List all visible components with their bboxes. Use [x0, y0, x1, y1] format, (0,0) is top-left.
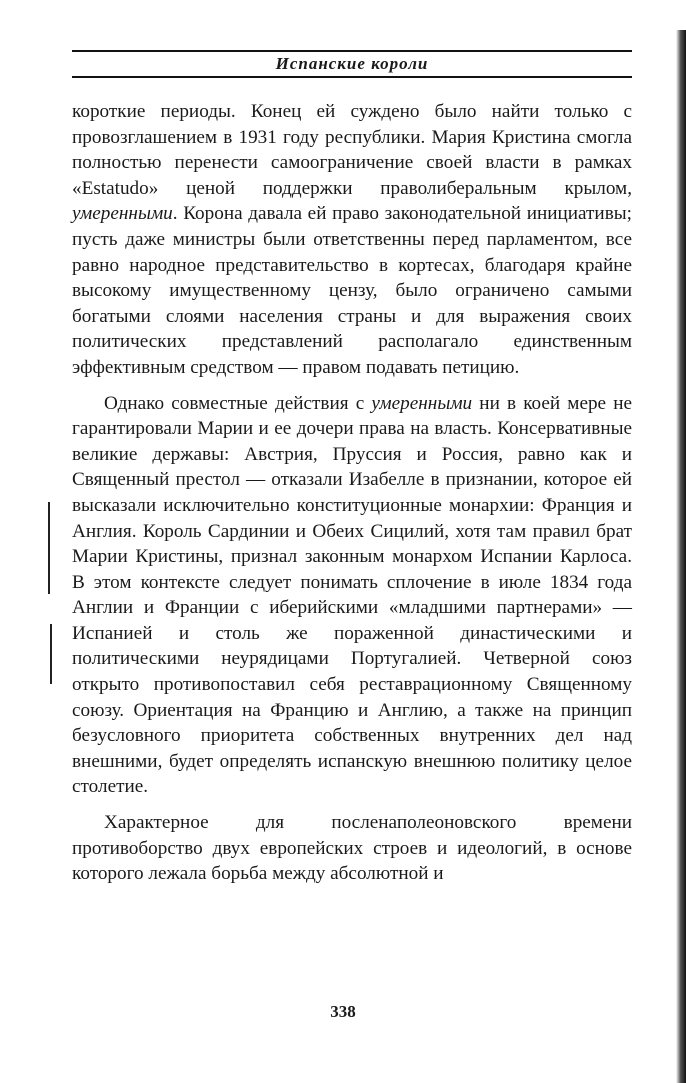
running-head: Испанские короли — [275, 54, 429, 73]
paragraph-2 — [72, 391, 632, 801]
margin-pencil-mark — [50, 624, 52, 684]
paragraph-3 — [72, 810, 632, 887]
paragraph-text: . Корона давала ей право законодательной инициативы; пусть даже министры были ответственны перед парламентом, все равно народное представительство в кортесах, благодаря крайне высокому имущественному цензу, было ограничено самыми богатыми слоями населения страны и для выражения своих политических представлений располагало единственным эффективным средством — правом подавать петицию. — [72, 203, 632, 378]
page-number: 338 — [330, 1002, 356, 1021]
scan-edge-shadow — [676, 30, 686, 1083]
paragraph-text: ни в коей мере не гарантировали Марии и ее дочери права на власть. Консервативные великие державы: Австрия, Пруссия и Россия, равно как и Священный престол — отказали Изабелле в признании, которое ей высказали исключительно конституционные монархии: Франция и Англия. Король Сардинии и Обеих Сицилий, хотя там правил брат Марии Кристины, признал законным монархом Испании Карлоса. В этом контексте следует понимать сплочение в июле 1834 года Англии и Франции с иберийскими «младшими партнерами» — Испанией и столь же пораженной династическими и политическими неурядицами Португалией. Четверной союз открыто противопоставил себя реставрационному Священному союзу. Ориентация на Францию и Англию, а также на принцип безусловного приоритета собственных внутренних дел над внешними, будет определять испанскую внешнюю политику целое столетие. — [72, 392, 633, 798]
body-text — [72, 99, 632, 887]
paragraph-text: Характерное для посленаполеоновского времени противоборство двух европейских строев и идеологий, в основе которого лежала борьба между абсолютной и — [72, 812, 632, 885]
emphasis-text: умеренными — [371, 392, 473, 414]
margin-pencil-mark — [48, 502, 50, 594]
header-rule-bottom — [72, 76, 632, 78]
paragraph-text: Однако совместные действия с — [104, 392, 372, 414]
paragraph-1 — [72, 99, 632, 381]
emphasis-text: умеренными — [72, 203, 173, 225]
paragraph-text: короткие периоды. Конец ей суждено было найти только с провозглашением в 1931 году республики. Мария Кристина смогла полностью перенести самоограничение своей власти в рамках «Estatudo» ценой поддержки праволиберальным крылом, — [72, 101, 632, 199]
